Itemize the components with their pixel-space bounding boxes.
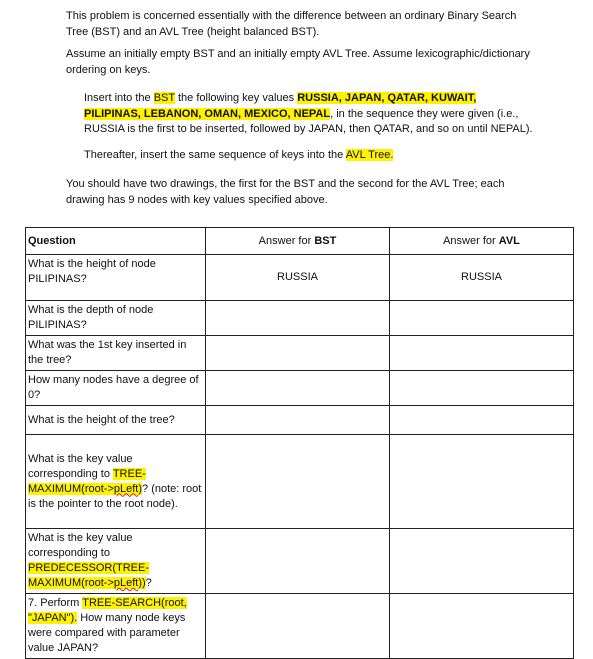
table-row xyxy=(26,594,574,659)
avl-answer-cell[interactable] xyxy=(390,435,574,529)
bst-highlight: BST xyxy=(153,92,175,104)
question-cell: How many nodes have a degree of 0? xyxy=(26,371,206,406)
avl-answer-cell[interactable] xyxy=(390,406,574,435)
table-row xyxy=(26,255,574,301)
answer-table xyxy=(25,227,574,659)
insert-bst-paragraph: Insert into the BST the following key values RUSSIA, JAPAN, QATAR, KUWAIT, PILIPINAS, LEBANON, OMAN, MEXICO, NEPAL, in the sequence they were given (i.e., RUSSIA is the first to be inserted, followed by JAPAN, then QATAR, and so on until NEPAL). xyxy=(84,92,533,135)
bst-answer-cell[interactable] xyxy=(206,301,390,336)
header-avl: Answer for AVL xyxy=(390,228,574,255)
bst-answer-cell[interactable] xyxy=(206,435,390,529)
question-cell: What was the 1st key inserted in the tree? xyxy=(26,336,206,371)
table-row xyxy=(26,336,574,371)
question-cell: What is the key value corresponding to TREE-MAXIMUM(root->pLeft)? (note: root is the pointer to the root node). xyxy=(26,435,206,529)
header-question: Question xyxy=(26,228,206,255)
intro-paragraph: This problem is concerned essentially with the difference between an ordinary Binary Search Tree (BST) and an AVL Tree (height balanced BST). xyxy=(66,10,517,38)
header-bst: Answer for BST xyxy=(206,228,390,255)
table-row xyxy=(26,529,574,594)
avl-answer-cell[interactable] xyxy=(390,371,574,406)
question-cell: 7. Perform TREE-SEARCH(root, "JAPAN"). How many node keys were compared with parameter value JAPAN? xyxy=(26,594,206,659)
bst-answer-cell[interactable] xyxy=(206,406,390,435)
question-cell: What is the height of node PILIPINAS? xyxy=(26,255,206,301)
bst-answer-cell[interactable] xyxy=(206,594,390,659)
question-cell: What is the height of the tree? xyxy=(26,406,206,435)
bst-answer-cell[interactable] xyxy=(206,336,390,371)
table-row xyxy=(26,301,574,336)
avl-answer-cell[interactable] xyxy=(390,594,574,659)
avl-answer-cell[interactable] xyxy=(390,529,574,594)
table-header-row xyxy=(26,228,574,255)
bst-answer-cell[interactable]: RUSSIA xyxy=(206,255,390,301)
avl-answer-cell[interactable] xyxy=(390,301,574,336)
bst-answer-cell[interactable] xyxy=(206,371,390,406)
table-row xyxy=(26,406,574,435)
avl-answer-cell[interactable] xyxy=(390,336,574,371)
drawings-paragraph: You should have two drawings, the first for the BST and the second for the AVL Tree; each drawing has 9 nodes with key values specified above. xyxy=(66,178,505,206)
keys-highlight: RUSSIA, JAPAN, QATAR, KUWAIT, PILIPINAS, LEBANON, OMAN, MEXICO, NEPAL xyxy=(84,92,477,120)
table-row xyxy=(26,371,574,406)
table-row xyxy=(26,435,574,529)
bst-answer-cell[interactable] xyxy=(206,529,390,594)
assumption-paragraph: Assume an initially empty BST and an initially empty AVL Tree. Assume lexicographic/dictionary ordering on keys. xyxy=(66,48,530,76)
insert-avl-paragraph: Thereafter, insert the same sequence of keys into the AVL Tree. xyxy=(84,149,394,161)
avl-answer-cell[interactable]: RUSSIA xyxy=(390,255,574,301)
question-cell: What is the depth of node PILIPINAS? xyxy=(26,301,206,336)
avl-highlight: AVL Tree. xyxy=(345,149,394,161)
question-cell: What is the key value corresponding to PREDECESSOR(TREE-MAXIMUM(root->pLeft))? xyxy=(26,529,206,594)
